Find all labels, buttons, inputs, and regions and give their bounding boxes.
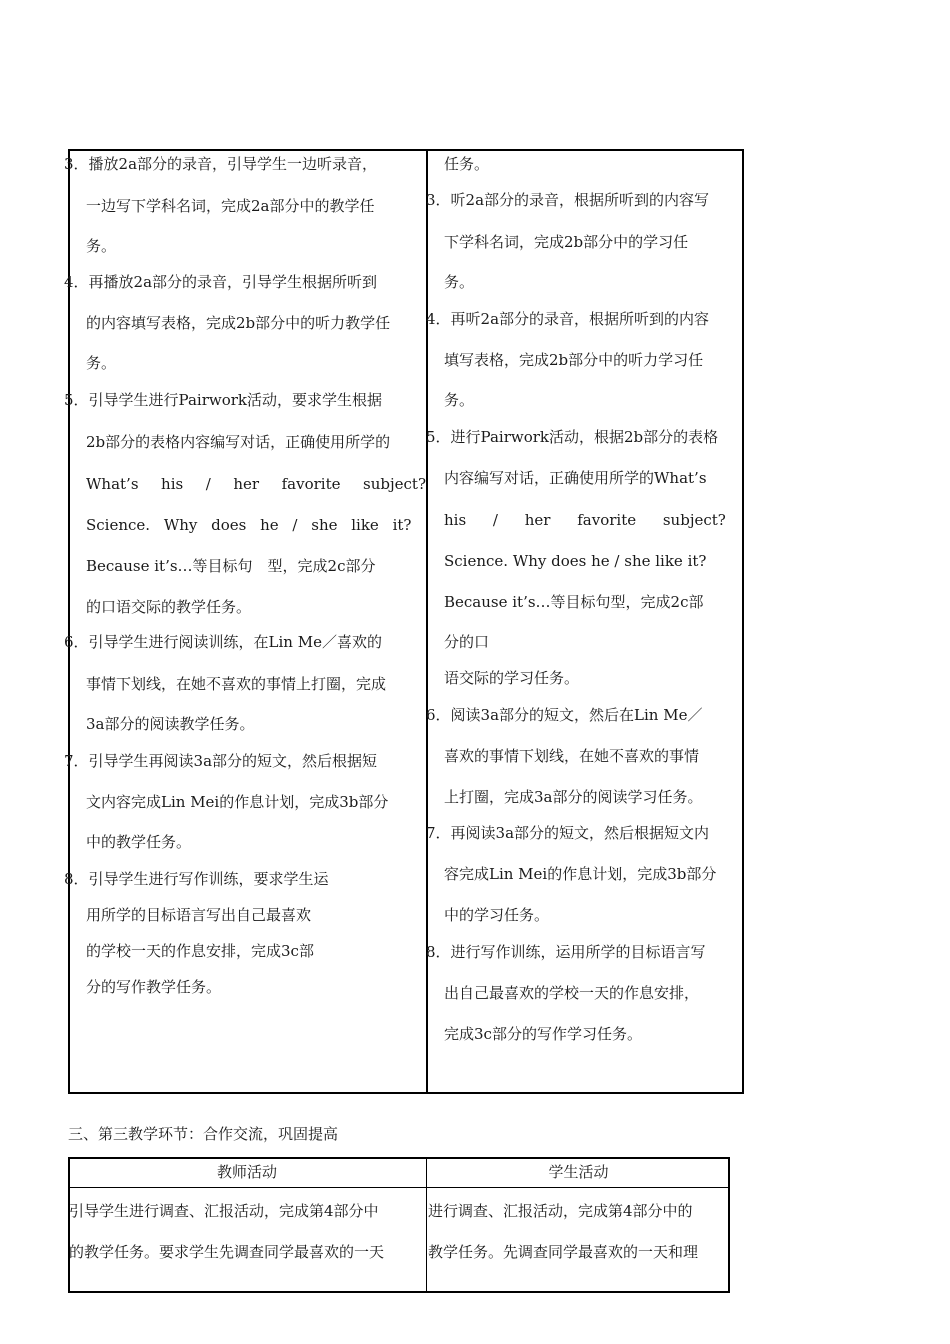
- teacher-line: 中的教学任务。: [86, 833, 192, 851]
- teacher-line: 的教学任务。要求学生先调查同学最喜欢的一天: [69, 1243, 385, 1261]
- student-activity-header: 学生活动: [548, 1163, 609, 1181]
- teacher-line: What’s his / her favorite subject?: [86, 475, 426, 493]
- student-line: 容完成Lin Mei的作息计划，完成3b部分: [444, 865, 717, 883]
- teacher-activity-header: 教师活动: [216, 1163, 277, 1181]
- teacher-line: 文内容完成Lin Mei的作息计划，完成3b部分: [86, 793, 389, 811]
- student-line: 喜欢的事情下划线，在她不喜欢的事情: [444, 747, 700, 765]
- teacher-line: 4．再播放2a部分的录音，引导学生根据所听到: [64, 273, 378, 291]
- student-line: 上打圈，完成3a部分的阅读学习任务。: [444, 788, 703, 806]
- teacher-line: 的学校一天的作息安排，完成3c部: [86, 942, 314, 960]
- student-line: 下学科名词，完成2b部分中的学习任: [444, 233, 689, 251]
- student-line: 6．阅读3a部分的短文，然后在Lin Me／: [426, 706, 703, 724]
- student-line: Science. Why does he / she like it?: [444, 552, 707, 570]
- teacher-line: 一边写下学科名词，完成2a部分中的教学任: [86, 197, 375, 215]
- table-header-divider: [68, 1187, 730, 1188]
- teacher-line: 务。: [86, 237, 117, 255]
- student-line: 4．再听2a部分的录音，根据所听到的内容: [426, 310, 710, 328]
- teacher-line: Science. Why does he / she like it?: [86, 516, 412, 534]
- student-line: 7．再阅读3a部分的短文，然后根据短文内: [426, 824, 710, 842]
- student-line: 完成3c部分的写作学习任务。: [444, 1025, 642, 1043]
- teacher-line: Because it’s…等目标句 型，完成2c部分: [86, 557, 376, 575]
- student-line: his / her favorite subject?: [444, 511, 726, 529]
- teacher-line: 3．播放2a部分的录音，引导学生一边听录音，: [64, 155, 378, 173]
- student-line: 进行调查、汇报活动，完成第4部分中的: [428, 1202, 693, 1220]
- teacher-line: 用所学的目标语言写出自己最喜欢: [86, 906, 312, 924]
- teacher-line: 的内容填写表格，完成2b部分中的听力教学任: [86, 314, 391, 332]
- teacher-line: 6．引导学生进行阅读训练，在Lin Me／喜欢的: [64, 633, 382, 651]
- student-line: 务。: [444, 391, 475, 409]
- teacher-line: 务。: [86, 354, 117, 372]
- student-line: 内容编写对话，正确使用所学的What’s: [444, 469, 707, 487]
- student-line: 3．听2a部分的录音，根据所听到的内容写: [426, 191, 710, 209]
- teacher-line: 的口语交际的教学任务。: [86, 598, 252, 616]
- teacher-line: 7．引导学生再阅读3a部分的短文，然后根据短: [64, 752, 378, 770]
- student-line: 教学任务。先调查同学最喜欢的一天和理: [428, 1243, 699, 1261]
- teacher-line: 引导学生进行调查、汇报活动，完成第4部分中: [69, 1202, 379, 1220]
- student-line: Because it’s…等目标句型，完成2c部: [444, 593, 704, 611]
- student-line: 5．进行Pairwork活动，根据2b部分的表格: [426, 428, 719, 446]
- student-line: 语交际的学习任务。: [444, 669, 580, 687]
- teacher-line: 事情下划线，在她不喜欢的事情上打圈，完成: [86, 675, 387, 693]
- student-line: 中的学习任务。: [444, 906, 550, 924]
- section-heading: 三、第三教学环节：合作交流，巩固提高: [68, 1125, 339, 1143]
- student-line: 任务。: [444, 155, 490, 173]
- student-line: 出自己最喜欢的学校一天的作息安排，: [444, 984, 700, 1002]
- student-line: 务。: [444, 273, 475, 291]
- teacher-line: 5．引导学生进行Pairwork活动，要求学生根据: [64, 391, 383, 409]
- teacher-line: 3a部分的阅读教学任务。: [86, 715, 255, 733]
- teacher-line: 8．引导学生进行写作训练，要求学生运: [64, 870, 329, 888]
- teacher-line: 2b部分的表格内容编写对话，正确使用所学的: [86, 433, 391, 451]
- student-line: 填写表格，完成2b部分中的听力学习任: [444, 351, 704, 369]
- teacher-line: 分的写作教学任务。: [86, 978, 222, 996]
- student-line: 8．进行写作训练，运用所学的目标语言写: [426, 943, 706, 961]
- student-line: 分的口: [444, 633, 490, 651]
